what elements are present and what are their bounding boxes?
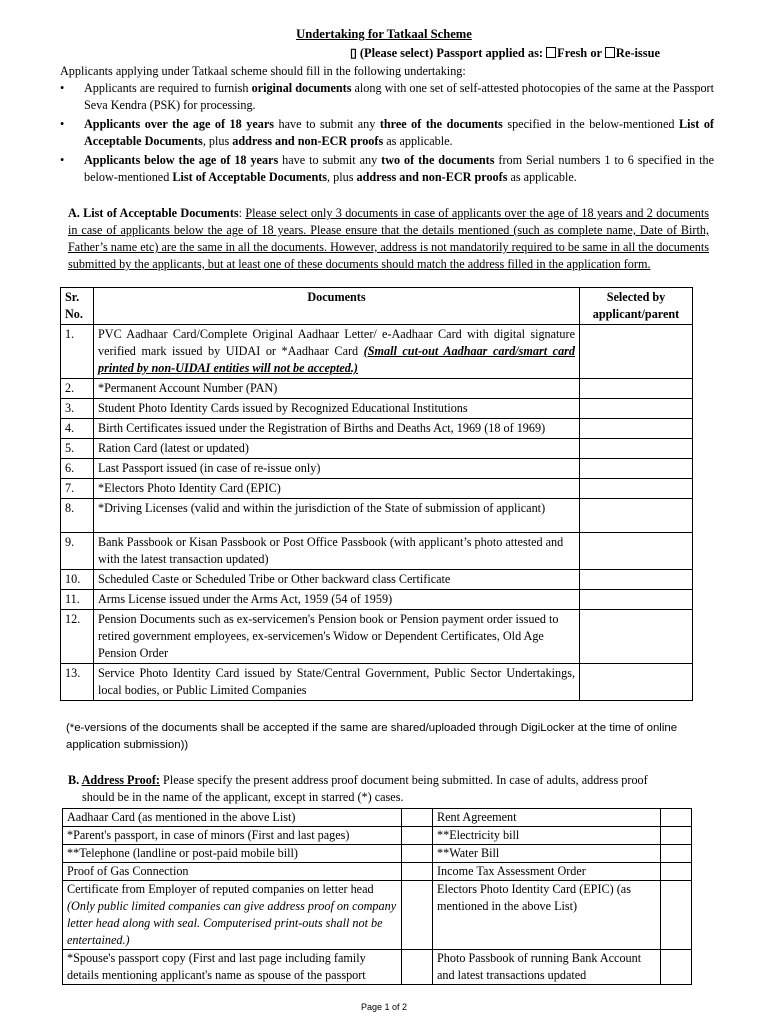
- select-cell[interactable]: [580, 379, 693, 399]
- select-cell[interactable]: [402, 950, 433, 985]
- table-row: Proof of Gas Connection Income Tax Assessment Order: [63, 863, 692, 881]
- table-row: 1. PVC Aadhaar Card/Complete Original Aadhaar Letter/ e-Aadhaar Card with digital signature verified mark issued by UIDAI or *Aadhaar Card (Small cut-out Aadhaar card/smart card printed by non-UIDAI entities will not be accepted.): [61, 325, 693, 379]
- section-b-heading: B. Address Proof: Please specify the present address proof document being submitted. In case of adults, address proof should be in the name of the applicant, except in starred (*) cases.: [68, 773, 648, 804]
- select-cell[interactable]: [661, 950, 692, 985]
- select-cell[interactable]: [661, 827, 692, 845]
- table-row: Certificate from Employer of reputed companies on letter head (Only public limited companies can give address proof on company letter head along with seal. Computerised print-outs shall not be entertained.) Electors Photo Identity Card (EPIC) (as mentioned in the above List): [63, 881, 692, 950]
- select-cell[interactable]: [402, 881, 433, 950]
- table-row: 5. Ration Card (latest or updated): [61, 439, 693, 459]
- select-cell[interactable]: [580, 325, 693, 379]
- acceptable-documents-table: [60, 287, 693, 701]
- table-row: 4. Birth Certificates issued under the Registration of Births and Deaths Act, 1969 (18 of 1969): [61, 419, 693, 439]
- passport-type-selector: [350, 45, 660, 62]
- instruction-item: • Applicants over the age of 18 years have to submit any three of the documents specified in the below-mentioned List of Acceptable Documents, plus address and non-ECR proofs as applicable.: [58, 116, 714, 150]
- instruction-item: • Applicants below the age of 18 years have to submit any two of the documents from Serial numbers 1 to 6 specified in the below-mentioned List of Acceptable Documents, plus address and non-ECR proofs as applicable.: [58, 152, 714, 186]
- col-sr-no: Sr. No.: [61, 288, 94, 325]
- select-cell[interactable]: [661, 881, 692, 950]
- select-cell[interactable]: [580, 533, 693, 570]
- reissue-checkbox[interactable]: [605, 47, 615, 58]
- select-cell[interactable]: [661, 845, 692, 863]
- select-cell[interactable]: [580, 570, 693, 590]
- select-instruction: ▯ (Please select): [350, 46, 434, 60]
- table-row: Aadhaar Card (as mentioned in the above List) Rent Agreement: [63, 809, 692, 827]
- select-cell[interactable]: [580, 399, 693, 419]
- select-cell[interactable]: [402, 827, 433, 845]
- or-label: or: [590, 46, 602, 60]
- select-cell[interactable]: [661, 809, 692, 827]
- select-cell[interactable]: [580, 590, 693, 610]
- select-cell[interactable]: [580, 664, 693, 701]
- page-title: Undertaking for Tatkaal Scheme: [296, 27, 472, 41]
- select-cell[interactable]: [580, 499, 693, 533]
- select-cell[interactable]: [580, 459, 693, 479]
- select-cell[interactable]: [580, 479, 693, 499]
- col-selected: Selected by applicant/parent: [580, 288, 693, 325]
- digilocker-note: (*e-versions of the documents shall be accepted if the same are shared/uploaded through DigiLocker at the time of online application submission)): [66, 722, 678, 751]
- fresh-label: Fresh: [557, 46, 588, 60]
- table-row: 13. Service Photo Identity Card issued by State/Central Government, Public Sector Undertakings, local bodies, or Public Limited Companies: [61, 664, 693, 701]
- table-row: 6. Last Passport issued (in case of re-issue only): [61, 459, 693, 479]
- table-row: 8. *Driving Licenses (valid and within the jurisdiction of the State of submission of applicant): [61, 499, 693, 533]
- select-cell[interactable]: [580, 610, 693, 664]
- table-row: 9. Bank Passbook or Kisan Passbook or Post Office Passbook (with applicant’s photo attested and with the latest transaction updated): [61, 533, 693, 570]
- table-header-row: [61, 288, 693, 325]
- table-row: 11. Arms License issued under the Arms Act, 1959 (54 of 1959): [61, 590, 693, 610]
- table-row: 12. Pension Documents such as ex-servicemen's Pension book or Pension payment order issued to retired government employees, ex-servicemen's Widow or Dependent Certificates, Old Age Pension Order: [61, 610, 693, 664]
- col-documents: Documents: [94, 288, 580, 325]
- intro-text: Applicants applying under Tatkaal scheme should fill in the following undertaking:: [60, 64, 466, 78]
- instruction-item: • Applicants are required to furnish original documents along with one set of self-attested photocopies of the same at the Passport Seva Kendra (PSK) for processing.: [58, 80, 714, 114]
- table-row: *Parent's passport, in case of minors (First and last pages) **Electricity bill: [63, 827, 692, 845]
- table-row: 10. Scheduled Caste or Scheduled Tribe or Other backward class Certificate: [61, 570, 693, 590]
- table-row: *Spouse's passport copy (First and last page including family details mentioning applicant's name as spouse of the passport Photo Passbook of running Bank Account and latest transactions updated: [63, 950, 692, 985]
- table-row: **Telephone (landline or post-paid mobile bill) **Water Bill: [63, 845, 692, 863]
- select-cell[interactable]: [661, 863, 692, 881]
- select-cell[interactable]: [402, 845, 433, 863]
- table-row: 3. Student Photo Identity Cards issued by Recognized Educational Institutions: [61, 399, 693, 419]
- reissue-label: Re-issue: [615, 46, 660, 60]
- applied-as-label: Passport applied as:: [436, 46, 544, 60]
- table-row: 2. *Permanent Account Number (PAN): [61, 379, 693, 399]
- section-a-heading: A. List of Acceptable Documents: Please select only 3 documents in case of applicants over the age of 18 years and 2 documents in case of applicants below the age of 18 years. Please ensure that the details mentioned (such as complete name, Date of Birth, Father’s name etc) are the same in all the documents. However, address is not mandatorily required to be same in all the documents submitted by the applicants, but at least one of these documents should match the address filled in the application form.: [68, 206, 710, 271]
- instructions-list: [58, 80, 714, 188]
- page-number: Page 1 of 2: [360, 1002, 408, 1012]
- address-proof-table: [62, 808, 692, 985]
- select-cell[interactable]: [580, 439, 693, 459]
- table-row: 7. *Electors Photo Identity Card (EPIC): [61, 479, 693, 499]
- select-cell[interactable]: [580, 419, 693, 439]
- fresh-checkbox[interactable]: [546, 47, 556, 58]
- select-cell[interactable]: [402, 863, 433, 881]
- select-cell[interactable]: [402, 809, 433, 827]
